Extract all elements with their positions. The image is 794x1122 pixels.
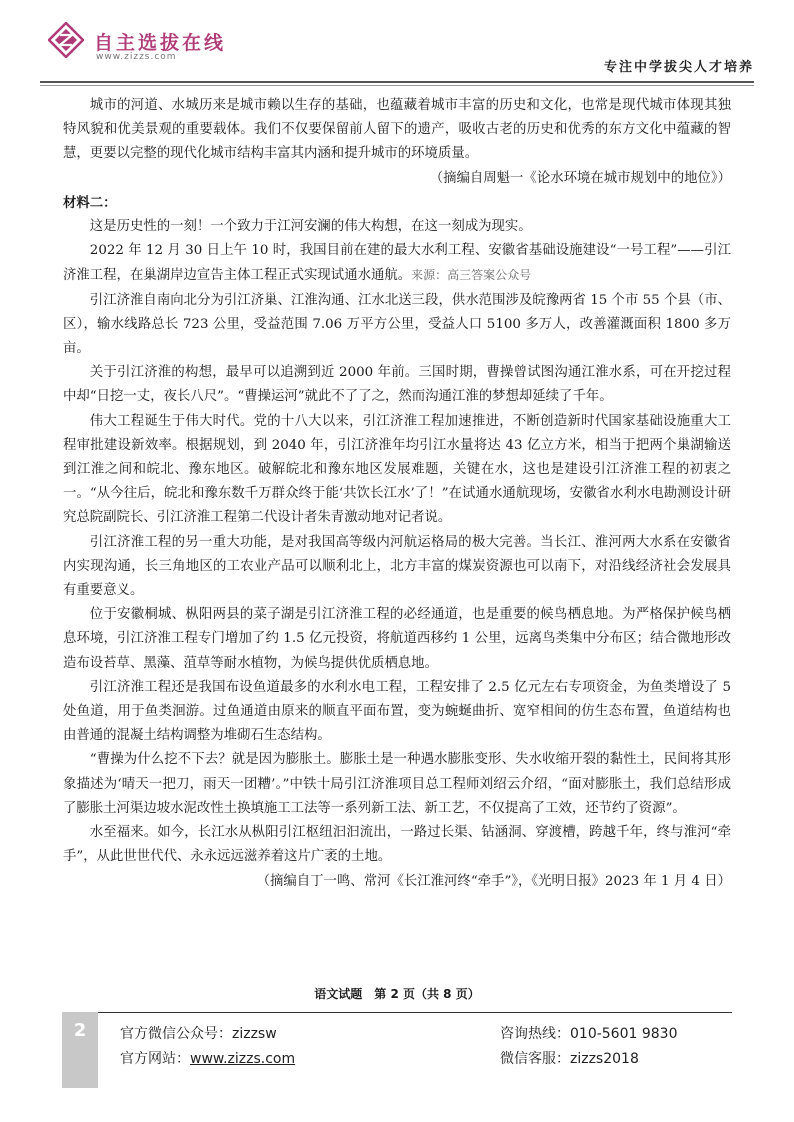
footer-hotline bbox=[500, 1023, 677, 1043]
paragraph-3 bbox=[63, 239, 731, 288]
service-value: zizzs2018 bbox=[570, 1051, 639, 1067]
citation-2: （摘编自丁一鸣、常河《长江淮河终“牵手”》，《光明日报》2023 年 1 月 4 日） bbox=[256, 873, 731, 889]
header-slogan: 专注中学拔尖人才培养 bbox=[603, 60, 754, 75]
paragraph-8: 位于安徽桐城、枞阳两县的菜子湖是引江济淮工程的必经通道，也是重要的候鸟栖息地。为严格保护候鸟栖息环境，引江济淮工程专门增加了约 1.5 亿元投资，将航道西移约 1 公里，远离鸟类集中分布区；结合微地形改造布设苔草、黑藻、菹草等耐水植物，为候鸟提供优质栖息地。 bbox=[63, 607, 731, 671]
paragraph-7: 引江济淮工程的另一重大功能，是对我国高等级内河航运格局的极大完善。当长江、淮河两大水系在安徽省内实现沟通，长三角地区的工农业产品可以顺利北上，北方丰富的煤炭资源也可以南下，对沿线经济社会发展具有重要意义。 bbox=[63, 534, 731, 599]
service-label: 微信客服： bbox=[500, 1051, 570, 1067]
paragraph-4: 引江济淮自南向北分为引江济巢、江淮沟通、江水北送三段，供水范围涉及皖豫两省 15 个市 55 个县（市、区），输水线路总长 723 公里，受益范围 7.06 万平方公里，受益人口 5100 多万人，改善灌溉面积 1800 多万亩。 bbox=[63, 292, 731, 357]
hotline-label: 咨询热线： bbox=[500, 1026, 570, 1042]
website-label: 官方网站： bbox=[120, 1051, 190, 1067]
paragraph-2: 这是历史性的一刻！一个致力于江河安澜的伟大构想，在这一刻成为现实。 bbox=[89, 219, 532, 235]
page-header bbox=[0, 0, 794, 90]
footer-website bbox=[120, 1048, 295, 1068]
section-heading-2: 材料二： bbox=[63, 194, 117, 211]
wechat-account-label: 官方微信公众号： bbox=[120, 1026, 232, 1042]
footer-divider bbox=[62, 1012, 732, 1013]
paragraph-6: 伟大工程诞生于伟大时代。党的十八大以来，引江济淮工程加速推进，不断创造新时代国家基础设施重大工程审批建设新效率。根据规划，到 2040 年，引江济淮年均引江水量将达 43 亿立方米，相当于把两个巢湖输送到江淮之间和皖北、豫东地区。破解皖北和豫东地区发展难题，关键在水，这也是建设引江济淮工程的初衷之一。“从今往后，皖北和豫东数千万群众终于能‘共饮长江水’了！”在试通水通航现场，安徽省水利水电勘测设计研究总院副院长、引江济淮工程第二代设计者朱青激动地对记者说。 bbox=[63, 413, 731, 526]
citation-1: （摘编自周魁一《论水环境在城市规划中的地位》） bbox=[429, 170, 731, 186]
hotline-value: 010-5601 9830 bbox=[570, 1026, 678, 1042]
wechat-account-value: zizzsw bbox=[232, 1026, 277, 1042]
source-watermark: 来源：高三答案公众号 bbox=[411, 268, 532, 283]
paragraph-3-text: 2022 年 12 月 30 日上午 10 时，我国目前在建的最大水利工程、安徽省基础设施建设“一号工程”——引江济淮工程，在巢湖岸边宣告主体工程正式实现试通水通航。 bbox=[63, 243, 731, 284]
footer-wechat-account bbox=[120, 1023, 277, 1043]
page-number: 2 bbox=[73, 1020, 87, 1041]
brand-name: 自主选拔在线 bbox=[94, 32, 227, 54]
brand-logo-icon bbox=[48, 22, 84, 58]
header-divider-thin bbox=[40, 85, 754, 86]
paragraph-9: 引江济淮工程还是我国布设鱼道最多的水利水电工程，工程安排了 2.5 亿元左右专项资金，为鱼类增设了 5 处鱼道，用于鱼类洄游。过鱼通道由原来的顺直平面布置，变为蜿蜒曲折、宽窄相间的仿生态布置，鱼道结构也由普通的混凝土结构调整为堆砌石生态结构。 bbox=[63, 679, 731, 744]
footer-wechat-service bbox=[500, 1048, 639, 1068]
exam-page-label: 语文试题 第 2 页（共 8 页） bbox=[314, 987, 480, 1001]
paragraph-10: “曹操为什么挖不下去？就是因为膨胀土。膨胀土是一种遇水膨胀变形、失水收缩开裂的黏性土，民间将其形象描述为‘晴天一把刀，雨天一团糟’。”中铁十局引江济淮项目总工程师刘绍云介绍，“面对膨胀土，我们总结形成了膨胀土河渠边坡水泥改性土换填施工工法等一系列新工法、新工艺，不仅提高了工效，还节约了资源”。 bbox=[63, 752, 731, 816]
brand-url: www.zizzs.com bbox=[96, 52, 177, 62]
header-divider bbox=[40, 81, 754, 83]
paragraph-1: 城市的河道、水城历来是城市赖以生存的基础，也蕴藏着城市丰富的历史和文化，也常是现代城市体现其独特风貌和优美景观的重要载体。我们不仅要保留前人留下的遗产，吸收古老的历史和优秀的东方文化中蕴藏的智慧，更要以完整的现代化城市结构丰富其内涵和提升城市的环境质量。 bbox=[63, 98, 731, 162]
paragraph-11: 水至福来。如今，长江水从枞阳引江枢纽汩汩流出，一路过长渠、钻涵洞、穿渡槽，跨越千年，终与淮河“牵手”，从此世世代代、永永远远滋养着这片广袤的土地。 bbox=[63, 825, 731, 865]
website-link[interactable]: www.zizzs.com bbox=[190, 1051, 296, 1067]
article-body bbox=[63, 94, 731, 894]
page-number-block bbox=[62, 1012, 98, 1088]
paragraph-5: 关于引江济淮的构想，最早可以追溯到近 2000 年前。三国时期，曹操曾试图沟通江淮水系，可在开挖过程中却“日挖一丈，夜长八尺”。“曹操运河”就此不了了之，然而沟通江淮的梦想却延续了千年。 bbox=[63, 365, 731, 405]
